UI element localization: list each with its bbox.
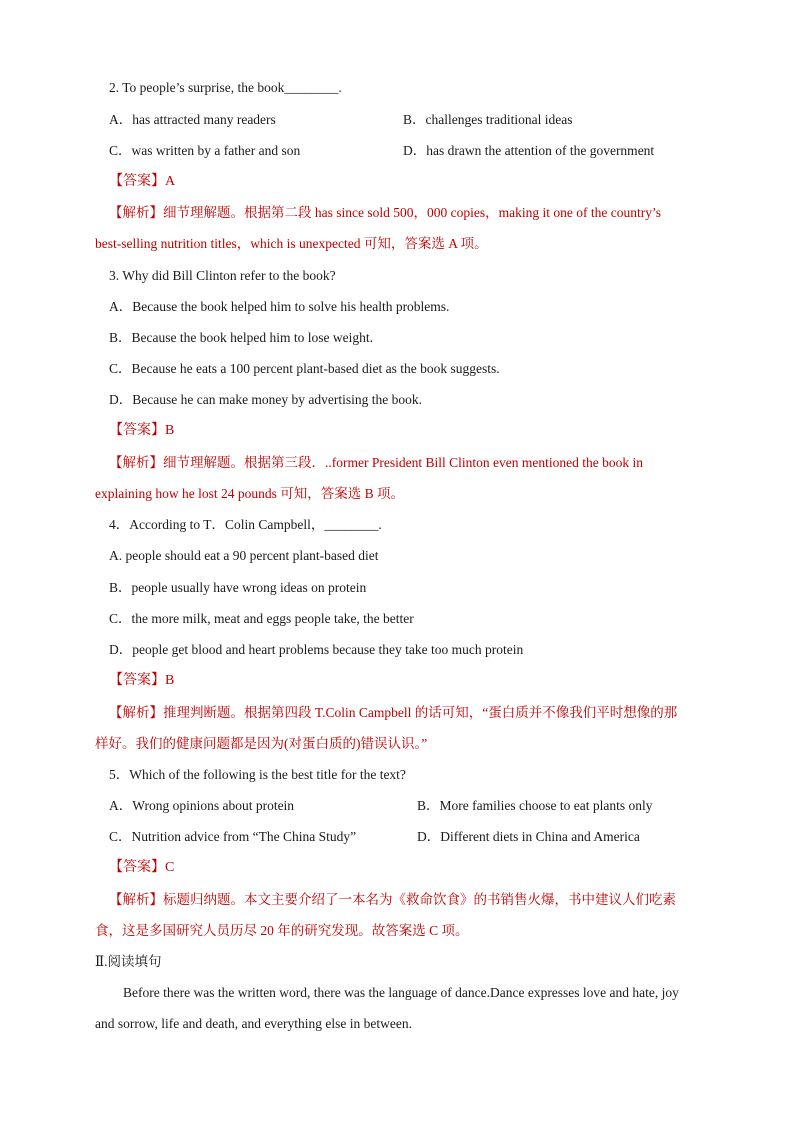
q5-option-b: B．More families choose to eat plants only — [417, 798, 653, 813]
q3-option-c: C．Because he eats a 100 percent plant-based diet as the book suggests. — [109, 361, 500, 376]
q3-analysis-line2: explaining how he lost 24 pounds 可知，答案选 B 项。 — [95, 486, 404, 501]
q5-option-d: D．Different diets in China and America — [417, 829, 640, 844]
q3-stem: 3. Why did Bill Clinton refer to the book? — [109, 268, 336, 283]
q2-analysis-line2: best-selling nutrition titles，which is unexpected 可知，答案选 A 项。 — [95, 236, 488, 251]
q3-option-d: D．Because he can make money by advertising the book. — [109, 392, 423, 407]
passage-line2: and sorrow, life and death, and everything else in between. — [95, 1016, 413, 1031]
q4-option-c: C．the more milk, meat and eggs people take, the better — [109, 611, 414, 626]
q2-answer: 【答案】A — [109, 174, 176, 189]
q2-analysis-line1: 【解析】细节理解题。根据第二段 has since sold 500，000 copies，making it one of the country’s — [109, 205, 661, 220]
q2-option-b: B．challenges traditional ideas — [403, 112, 573, 127]
q2-option-a: A．has attracted many readers — [109, 112, 276, 127]
q4-answer: 【答案】B — [109, 673, 175, 688]
q4-stem: 4．According to T．Colin Campbell，________. — [109, 517, 382, 532]
q5-analysis-line1: 【解析】标题归纳题。本文主要介绍了一本名为《救命饮食》的书销售火爆，书中建议人们吃素 — [109, 892, 676, 907]
q4-option-b: B．people usually have wrong ideas on protein — [109, 580, 367, 595]
q5-answer: 【答案】C — [109, 860, 175, 875]
q2-option-c: C．was written by a father and son — [109, 143, 301, 158]
q4-analysis-line1: 【解析】推理判断题。根据第四段 T.Colin Campbell 的话可知，“蛋白质并不像我们平时想像的那 — [109, 705, 678, 720]
q4-analysis-line2: 样好。我们的健康问题都是因为(对蛋白质的)错误认识。” — [95, 736, 428, 751]
q3-answer: 【答案】B — [109, 423, 175, 438]
section-heading: Ⅱ.阅读填句 — [95, 954, 162, 969]
q5-stem: 5．Which of the following is the best title for the text? — [109, 767, 406, 782]
q3-analysis-line1: 【解析】细节理解题。根据第三段．..former President Bill Clinton even mentioned the book in — [109, 455, 643, 470]
q5-option-c: C．Nutrition advice from “The China Study” — [109, 829, 357, 844]
q4-option-a: A. people should eat a 90 percent plant-based diet — [109, 548, 379, 563]
q5-option-a: A．Wrong opinions about protein — [109, 798, 295, 813]
q2-stem: 2. To people’s surprise, the book________. — [109, 80, 342, 95]
q3-option-b: B．Because the book helped him to lose weight. — [109, 330, 373, 345]
q2-option-d: D．has drawn the attention of the government — [403, 143, 655, 158]
q5-analysis-line2: 食，这是多国研究人员历尽 20 年的研究发现。故答案选 C 项。 — [95, 923, 469, 938]
q3-option-a: A．Because the book helped him to solve his health problems. — [109, 299, 450, 314]
q4-option-d: D．people get blood and heart problems because they take too much protein — [109, 642, 524, 657]
passage-line1: Before there was the written word, there was the language of dance.Dance expresses love and hate, joy — [123, 985, 679, 1000]
